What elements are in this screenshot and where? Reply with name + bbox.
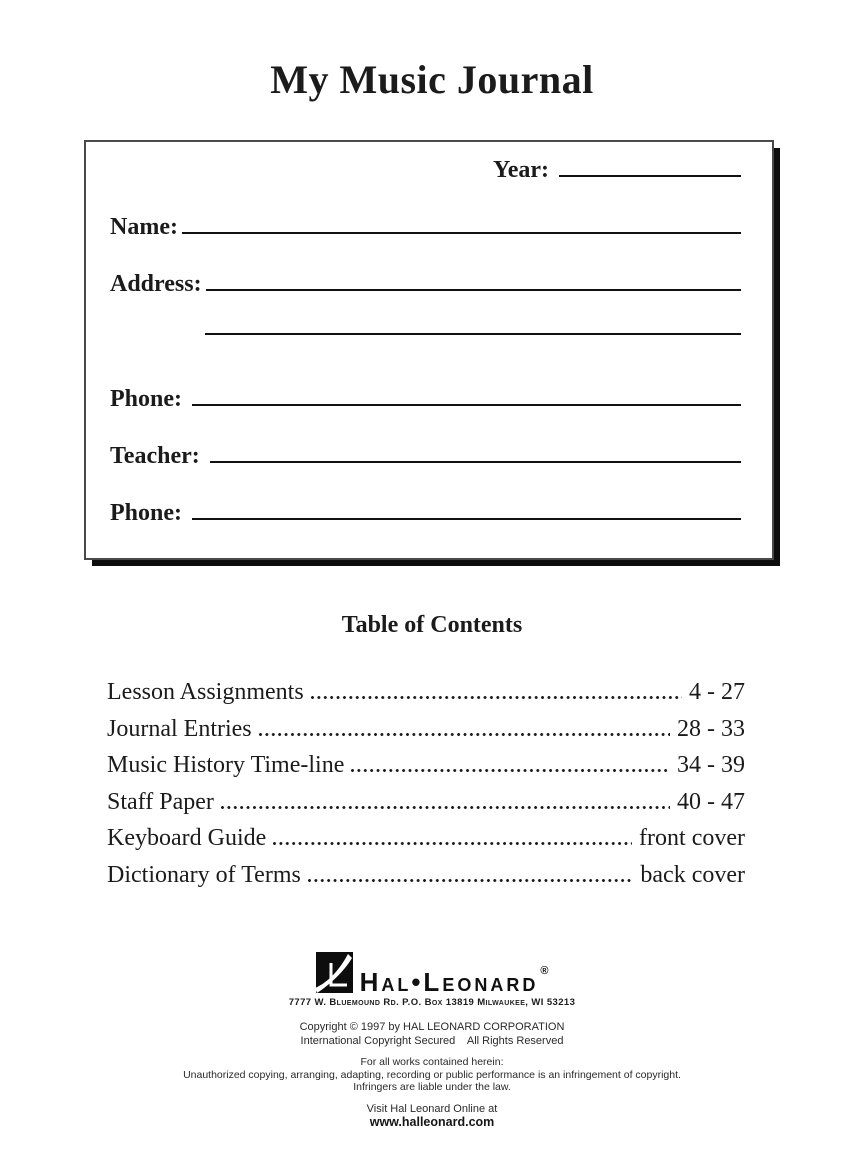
- toc-entry-music-history-timeline: [107, 752, 745, 789]
- publisher-footer: [0, 952, 864, 1129]
- phone-label: Phone:: [110, 386, 182, 412]
- publisher-wordmark: Hal•Leonard: [359, 967, 539, 998]
- phone-blank-line: [192, 404, 741, 406]
- notice-line-1: For all works contained herein:: [360, 1056, 504, 1068]
- address-blank-line-2: [205, 333, 741, 335]
- online-invite-text: Visit Hal Leonard Online at: [366, 1102, 498, 1115]
- address-label: Address:: [110, 271, 202, 297]
- toc-entry-pages: back cover: [640, 861, 745, 888]
- teacher-phone-blank-line: [192, 518, 741, 520]
- table-of-contents: [107, 679, 745, 898]
- toc-entry-label: Lesson Assignments: [107, 679, 304, 705]
- address-row: [110, 271, 741, 301]
- toc-entry-label: Music History Time-line: [107, 752, 345, 778]
- teacher-phone-row: [110, 500, 741, 530]
- publisher-website-url: www.halleonard.com: [369, 1114, 495, 1129]
- toc-entry-pages: 34 - 39: [677, 752, 745, 778]
- name-blank-line: [182, 232, 741, 234]
- hal-leonard-logo: [316, 952, 549, 998]
- notice-line-3: Infringers are liable under the law.: [353, 1081, 511, 1093]
- toc-entry-label: Dictionary of Terms: [107, 861, 301, 888]
- toc-dot-leader: [311, 696, 682, 699]
- toc-entry-label: Staff Paper: [107, 788, 214, 815]
- publisher-address: 7777 W. Bluemound Rd. P.O. Box 13819 Milwaukee, WI 53213: [288, 997, 576, 1008]
- hal-leonard-logo-icon: [316, 952, 353, 993]
- toc-dot-leader: [351, 769, 670, 772]
- toc-heading: Table of Contents: [341, 612, 523, 638]
- toc-entry-dictionary-of-terms: [107, 862, 745, 899]
- toc-entry-pages: 4 - 27: [689, 679, 745, 705]
- toc-entry-label: Journal Entries: [107, 715, 252, 742]
- owner-info-box: [84, 140, 774, 560]
- year-row: [110, 157, 741, 187]
- address-blank-line: [206, 289, 741, 291]
- toc-entry-label: Keyboard Guide: [107, 825, 267, 851]
- registered-trademark-symbol: ®: [540, 965, 549, 977]
- toc-dot-leader: [308, 879, 634, 882]
- toc-entry-pages: 40 - 47: [677, 788, 745, 815]
- teacher-label: Teacher:: [110, 443, 200, 469]
- online-block: [367, 1103, 498, 1129]
- notice-line-2: Unauthorized copying, arranging, adapting, recording or public performance is an infringement of copyright.: [183, 1068, 681, 1081]
- page-title: My Music Journal: [270, 57, 594, 102]
- toc-dot-leader: [221, 806, 670, 809]
- copyright-line-2: International Copyright Secured All Rights Reserved: [300, 1034, 564, 1047]
- address-continuation-row: [110, 333, 741, 363]
- toc-entry-journal-entries: [107, 716, 745, 753]
- legal-notice-block: [183, 1056, 681, 1094]
- toc-dot-leader: [259, 733, 670, 736]
- copyright-block: [300, 1021, 565, 1048]
- teacher-phone-label: Phone:: [110, 500, 182, 526]
- toc-entry-staff-paper: [107, 789, 745, 826]
- teacher-blank-line: [210, 461, 741, 463]
- toc-entry-pages: 28 - 33: [677, 715, 745, 742]
- toc-entry-pages: front cover: [639, 825, 745, 851]
- name-label: Name:: [110, 214, 178, 240]
- toc-dot-leader: [273, 842, 632, 845]
- toc-entry-keyboard-guide: [107, 825, 745, 862]
- copyright-line-1: Copyright © 1997 by HAL LEONARD CORPORATION: [299, 1021, 565, 1033]
- teacher-row: [110, 443, 741, 473]
- toc-entry-lesson-assignments: [107, 679, 745, 716]
- name-row: [110, 214, 741, 244]
- year-label: Year:: [493, 157, 549, 183]
- year-blank-line: [559, 175, 741, 177]
- phone-row: [110, 386, 741, 416]
